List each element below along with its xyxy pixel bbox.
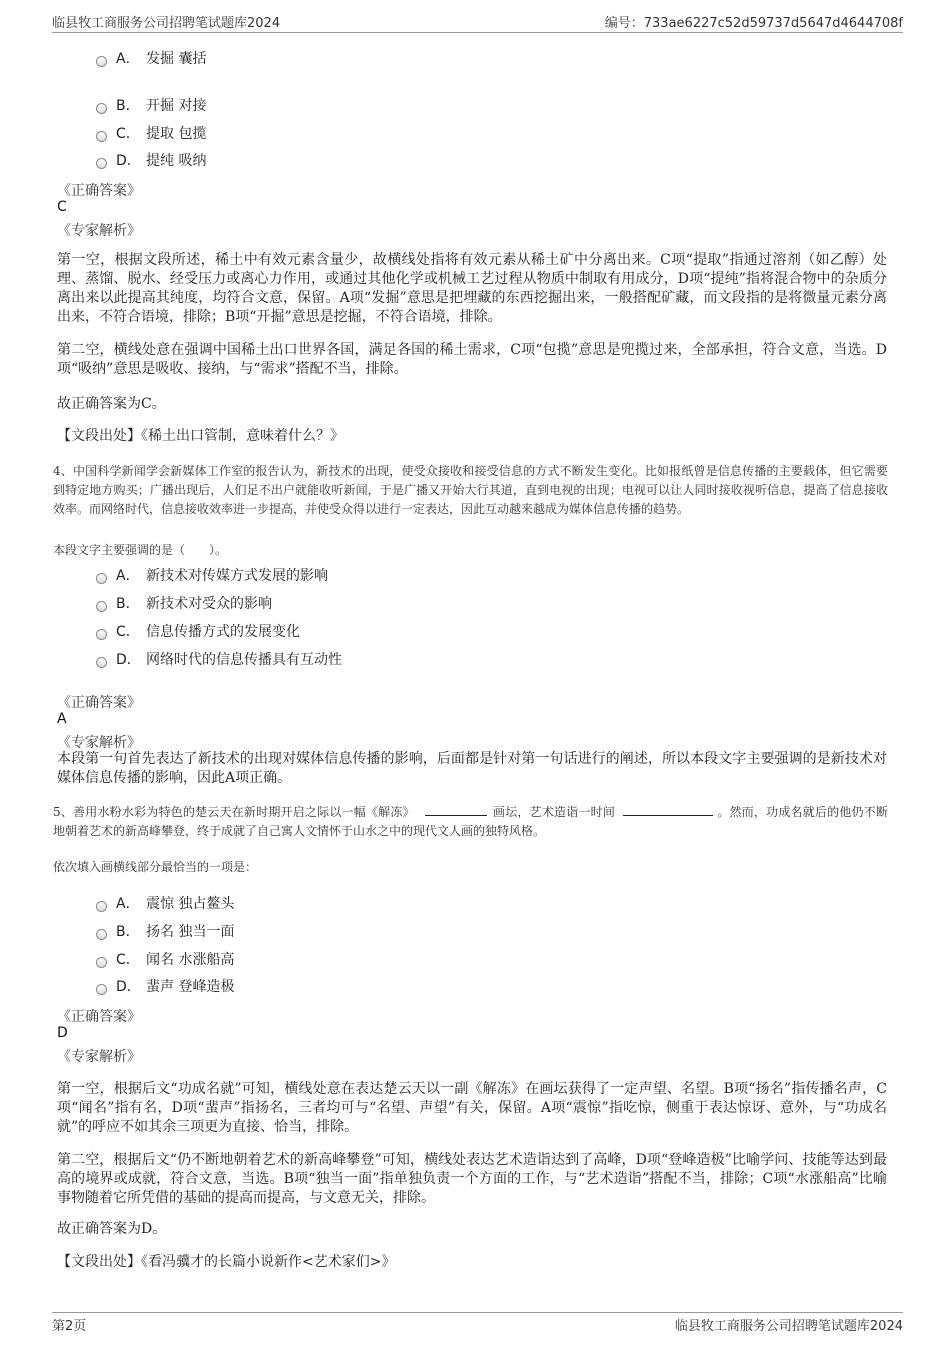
q5-analysis-p2: 第二空，根据后文“仍不断地朝着艺术的新高峰攀登”可知，横线处表达艺术造诣达到了高峰，D项“登峰造极”比喻学问、技能等达到最高的境界或成就，符合文意，当选。B项“独当一面”指单独负责一个方面的工作，与“艺术造诣”搭配不当，排除；C项“水涨船高”比喻事物随着它所凭借的基础的提高而提高，与文意无关，排除。 (57, 1152, 887, 1206)
radio-icon[interactable] (96, 629, 107, 640)
q3-analysis-p1: 第一空，根据文段所述，稀土中有效元素含量少，故横线处指将有效元素从稀土矿中分离出来。C项“提取”指通过溶剂（如乙醇）处理、蒸馏、脱水、经受压力或离心力作用，或通过其他化学或机械工艺过程从物质中制取有用成分，D项“提纯”指将混合物中的杂质分离出来以此提高其纯度，均符合文意，保留。A项“发掘”意思是把埋藏的东西挖掘出来，一般搭配矿藏，而文段指的是将微量元素分离出来，不符合语境，排除；B项“开掘”意思是挖掘，不符合语境，排除。 (57, 252, 887, 325)
q5-stem-part4: 他仍不断地朝着艺术的新高峰攀登，终于成就了自己寓人文情怀于山水之中的现代文人画的独特风格。 (53, 805, 888, 838)
page-number: 第2页 (52, 1319, 87, 1334)
option-text: 新技术对传媒方式发展的影响 (146, 568, 328, 584)
q4-option-b[interactable] (96, 593, 272, 613)
radio-icon[interactable] (96, 573, 107, 584)
header-title: 临县牧工商服务公司招聘笔试题库2024 (52, 16, 281, 31)
radio-icon[interactable] (96, 929, 107, 940)
option-text: 信息传播方式的发展变化 (146, 624, 300, 640)
q3-option-c[interactable] (96, 123, 206, 143)
footer-title: 临县牧工商服务公司招聘笔试题库2024 (674, 1319, 903, 1334)
option-key: C． (116, 624, 140, 640)
option-key: C． (116, 126, 140, 142)
q5-answer-label: 《正确答案》 (57, 1009, 141, 1025)
option-key: B． (116, 98, 140, 114)
q5-analysis-p1: 第一空，根据后文“功成名就”可知，横线处意在表达楚云天以一副《解冻》在画坛获得了一定声望、名望。B项“扬名”指传播名声，C项“闻名”指有名，D项“蜚声”指扬名，三者均可与“名望、声望”有关，保留。A项“震惊”指吃惊，侧重于表达惊讶、意外，与“功成名就”的呼应不如其余三项更为直接、恰当，排除。 (57, 1081, 887, 1135)
option-text: 扬名 独当一面 (146, 924, 235, 940)
q5-stem (53, 803, 888, 841)
blank-2 (623, 803, 713, 816)
radio-icon[interactable] (96, 984, 107, 995)
option-text: 提纯 吸纳 (146, 153, 207, 169)
blank-1 (425, 803, 487, 816)
page-footer (52, 1312, 903, 1334)
q4-question: 本段文字主要强调的是（ ）。 (53, 543, 228, 557)
option-text: 网络时代的信息传播具有互动性 (146, 652, 342, 668)
option-text: 闻名 水涨船高 (146, 952, 235, 968)
q5-conclusion: 故正确答案为D。 (57, 1221, 167, 1237)
option-text: 新技术对受众的影响 (146, 596, 272, 612)
radio-icon[interactable] (96, 131, 107, 142)
q3-answer-label: 《正确答案》 (57, 183, 141, 199)
q4-answer: A (57, 711, 67, 727)
q5-source: 【文段出处】《看冯骥才的长篇小说新作<艺术家们>》 (57, 1254, 396, 1270)
q3-answer: C (57, 199, 67, 215)
q4-answer-label: 《正确答案》 (57, 695, 141, 711)
radio-icon[interactable] (96, 158, 107, 169)
q3-option-d[interactable] (96, 150, 206, 170)
q4-option-c[interactable] (96, 621, 300, 641)
option-text: 开掘 对接 (146, 98, 207, 114)
q5-option-d[interactable] (96, 976, 234, 996)
page-header (52, 12, 903, 33)
option-key: D． (116, 652, 141, 668)
option-key: B． (116, 596, 140, 612)
q3-conclusion: 故正确答案为C。 (57, 396, 166, 412)
option-text: 蜚声 登峰造极 (146, 979, 235, 995)
option-key: D． (116, 979, 141, 995)
q5-stem-part1: 5、善用水粉水彩为特色的楚云天在新时期开启之际以一幅《解冻》 (53, 805, 415, 819)
option-key: A． (116, 51, 140, 67)
q4-analysis-label: 《专家解析》 (57, 735, 141, 751)
radio-icon[interactable] (96, 657, 107, 668)
q5-question: 依次填入画横线部分最恰当的一项是： (53, 860, 258, 874)
q5-option-b[interactable] (96, 921, 234, 941)
q5-stem-part3: 。然而，功成名就后的 (717, 805, 840, 819)
header-doc-id: 编号：733ae6227c52d59737d5647d4644708f (604, 16, 903, 31)
option-key: C． (116, 952, 140, 968)
option-text: 震惊 独占鳌头 (146, 896, 235, 912)
option-key: A． (116, 568, 140, 584)
q3-analysis-label: 《专家解析》 (57, 223, 141, 239)
option-text: 提取 包揽 (146, 126, 207, 142)
option-text: 发掘 囊括 (146, 51, 207, 67)
option-key: B． (116, 924, 140, 940)
q3-option-a[interactable] (96, 48, 206, 68)
radio-icon[interactable] (96, 601, 107, 612)
q5-analysis-label: 《专家解析》 (57, 1049, 141, 1065)
q4-analysis: 本段第一句首先表达了新技术的出现对媒体信息传播的影响，后面都是针对第一句话进行的阐述，所以本段文字主要强调的是新技术对媒体信息传播的影响，因此A项正确。 (57, 751, 887, 786)
q4-option-a[interactable] (96, 565, 328, 585)
radio-icon[interactable] (96, 901, 107, 912)
q3-option-b[interactable] (96, 95, 206, 115)
q5-option-c[interactable] (96, 949, 234, 969)
radio-icon[interactable] (96, 957, 107, 968)
q3-source: 【文段出处】《稀土出口管制，意味着什么？》 (57, 428, 344, 444)
radio-icon[interactable] (96, 56, 107, 67)
q4-stem: 4、中国科学新闻学会新媒体工作室的报告认为，新技术的出现，使受众接收和接受信息的方式不断发生变化。比如报纸曾是信息传播的主要载体，但它需要到特定地方购买；广播出现后，人们足不出户就能收听新闻，于是广播又开始大行其道，直到电视的出现；电视可以让人同时接收视听信息，提高了信息接收效率。而网络时代，信息接收效率进一步提高，并使受众得以进行一定表达，因此互动越来越成为媒体信息传播的趋势。 (53, 464, 888, 516)
radio-icon[interactable] (96, 103, 107, 114)
q3-analysis-p2: 第二空，横线处意在强调中国稀土出口世界各国，满足各国的稀土需求，C项“包揽”意思是兜揽过来，全部承担，符合文意，当选。D项“吸纳”意思是吸收、接纳，与“需求”搭配不当，排除。 (57, 342, 887, 377)
q5-stem-part2: 画坛，艺术造诣一时间 (492, 805, 616, 819)
q5-option-a[interactable] (96, 893, 234, 913)
q4-option-d[interactable] (96, 649, 342, 669)
option-key: D． (116, 153, 141, 169)
option-key: A． (116, 896, 140, 912)
q5-answer: D (57, 1025, 68, 1041)
